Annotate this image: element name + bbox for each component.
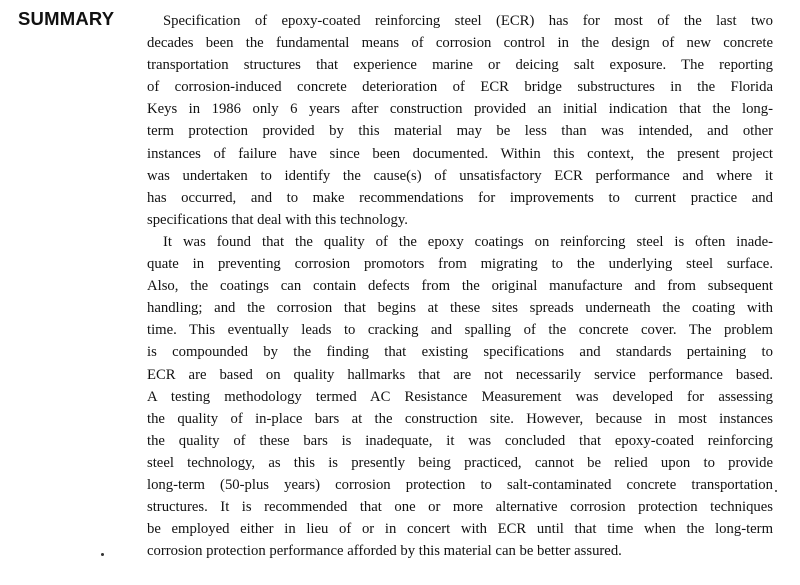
text-line: instances of failure have since been documented. Within this context, the present project (147, 145, 773, 162)
text-line: corrosion protection performance afforded by this material can be better assured. (147, 543, 622, 560)
text-line: was undertaken to identify the cause(s) of unsatisfactory ECR performance and where it (147, 167, 773, 184)
text-line: Also, the coatings can contain defects from the original manufacture and from subsequent (147, 278, 773, 295)
text-line: A testing methodology termed AC Resistance Measurement was developed for assessing (147, 388, 773, 405)
text-line: term protection provided by this material may be less than was intended, and other (147, 123, 773, 140)
text-line: be employed either in lieu of or in concert with ECR until that time when the long-term (147, 521, 773, 538)
text-line: decades been the fundamental means of corrosion control in the design of new concrete (147, 35, 773, 52)
text-line: It was found that the quality of the epoxy coatings on reinforcing steel is often inade- (163, 233, 773, 250)
text-line: handling; and the corrosion that begins at these sites spreads underneath the coating with (147, 300, 773, 317)
text-line: specifications that deal with this technology. (147, 211, 408, 228)
text-line: is compounded by the finding that existing specifications and standards pertaining to (147, 344, 773, 361)
scan-speck (101, 553, 104, 556)
summary-paragraph-2 (147, 231, 773, 562)
text-line: has occurred, and to make recommendations for improvements to current practice and (147, 189, 773, 206)
text-line: Specification of epoxy-coated reinforcing steel (ECR) has for most of the last two (163, 13, 773, 29)
text-line: the quality of in-place bars at the construction site. However, because in most instances (147, 410, 773, 427)
text-line: the quality of these bars is inadequate, it was concluded that epoxy-coated reinforcing (147, 432, 773, 449)
text-line: of corrosion-induced concrete deterioration of ECR bridge substructures in the Florida (147, 79, 773, 96)
summary-heading: SUMMARY (18, 8, 115, 29)
text-line: long-term (50-plus years) corrosion protection to salt-contaminated concrete transportation (147, 476, 773, 493)
text-line: transportation structures that experience marine or deicing salt exposure. The reporting (147, 57, 773, 74)
text-line: time. This eventually leads to cracking and spalling of the concrete cover. The problem (147, 322, 773, 339)
summary-paragraph-1 (147, 10, 773, 231)
text-line: Keys in 1986 only 6 years after construction provided an initial indication that the long- (147, 101, 773, 118)
text-line: steel technology, as this is presently being practiced, cannot be relied upon to provide (147, 454, 773, 471)
text-line: structures. It is recommended that one or more alternative corrosion protection techniques (147, 499, 773, 516)
text-line: ECR are based on quality hallmarks that are not necessarily service performance based. (147, 366, 773, 383)
text-line: quate in preventing corrosion promotors from migrating to the underlying steel surface. (147, 256, 773, 273)
summary-body (147, 10, 773, 562)
scan-speck (775, 490, 777, 492)
